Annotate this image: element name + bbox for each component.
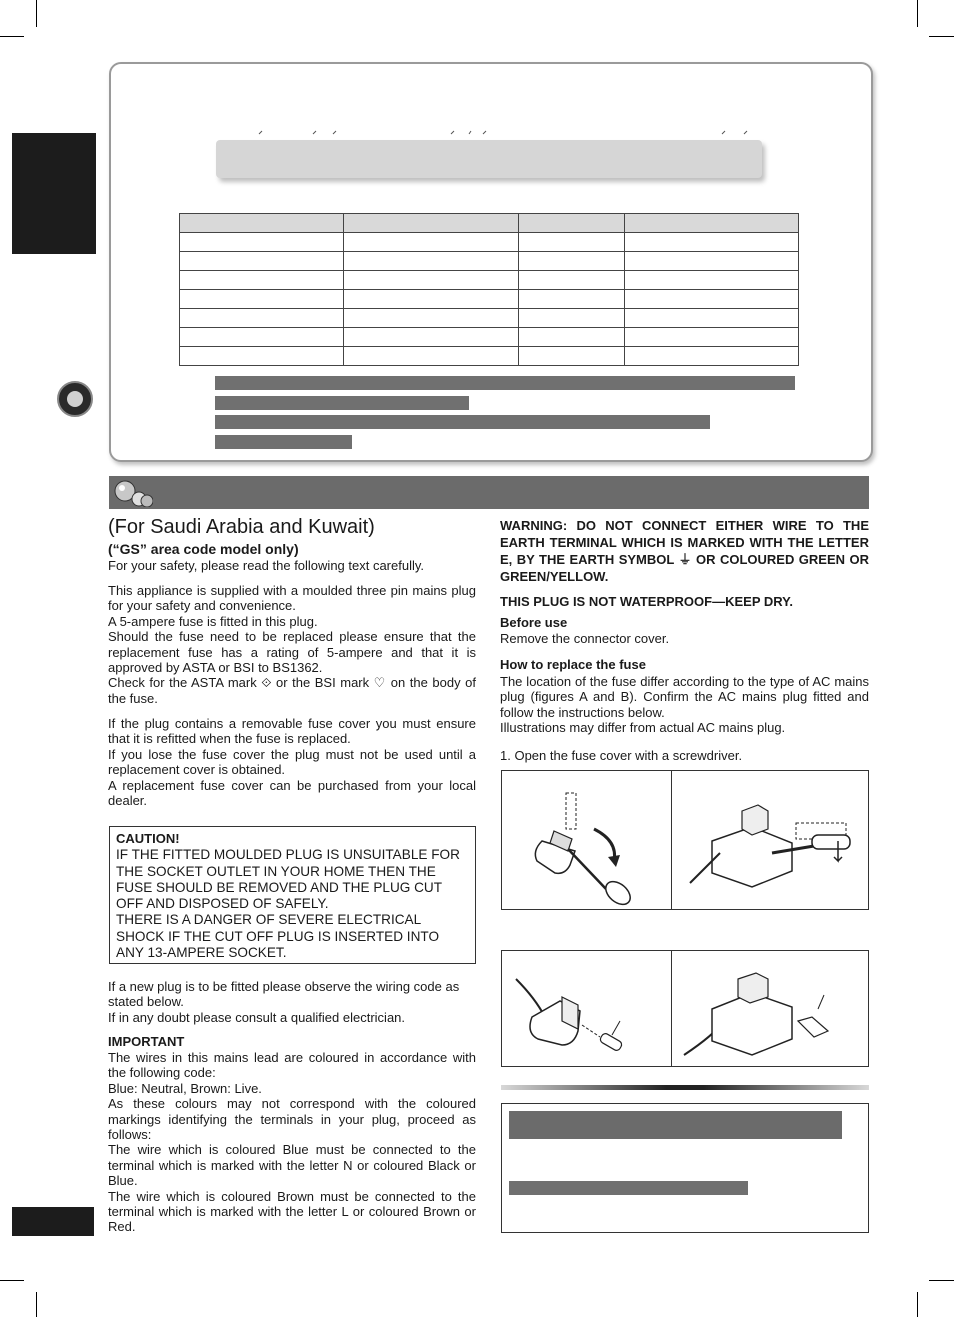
bottom-info-box (501, 1103, 869, 1233)
table-cell (625, 309, 799, 328)
table-cell (180, 271, 344, 290)
table-cell (344, 347, 519, 366)
table-row (180, 233, 799, 252)
caution-title: CAUTION! (116, 831, 180, 846)
plug-a-screwdriver-illustration (502, 771, 670, 909)
faint-text-trace (445, 130, 505, 136)
page-number-box (12, 1207, 94, 1236)
spec-table (179, 213, 799, 366)
table-cell (344, 252, 519, 271)
faint-text-trace (255, 130, 345, 136)
table-cell (625, 328, 799, 347)
text-line: Illustrations may differ from actual AC mains plug. (500, 720, 786, 736)
table-cell (519, 309, 625, 328)
table-cell (625, 252, 799, 271)
table-cell (180, 252, 344, 271)
section-heading: (For Saudi Arabia and Kuwait) (108, 516, 375, 538)
not-waterproof-notice: THIS PLUG IS NOT WATERPROOF—KEEP DRY. (500, 594, 794, 609)
table-cell (180, 290, 344, 309)
table-cell (519, 347, 625, 366)
table-cell (625, 214, 799, 233)
text-line: As these colours may not correspond with the coloured markings identifying the terminals in your plug, proceed as follows: (108, 1096, 476, 1143)
table-row (180, 252, 799, 271)
text-line: The wires in this mains lead are coloured in accordance with the following code: (108, 1050, 476, 1081)
table-cell (180, 233, 344, 252)
step-1-text: 1. Open the fuse cover with a screwdriver. (500, 748, 743, 763)
table-row (180, 271, 799, 290)
redacted-heading-bar (509, 1111, 842, 1139)
text-line: The location of the fuse differ according to the type of AC mains plug (figures A and B). Confirm the AC mains plug fitted and follow the instructions below. (500, 674, 869, 720)
redacted-text-bar (215, 435, 352, 449)
table-cell (180, 309, 344, 328)
crop-mark (929, 36, 954, 37)
replace-fuse-paragraph (500, 674, 869, 736)
text-line: This appliance is supplied with a moulded three pin mains plug for your safety and convenience. (108, 583, 476, 614)
before-use-title: Before use (500, 615, 568, 630)
section-header-bar (109, 476, 869, 509)
text-line: The wire which is coloured Blue must be connected to the terminal which is marked with the letter N or coloured Black or Blue. (108, 1142, 476, 1189)
table-cell (625, 347, 799, 366)
fuse-cover-paragraph (108, 716, 476, 808)
text-line: A replacement fuse cover can be purchased from your local dealer. (108, 777, 476, 809)
caution-line: SHOCK IF THE CUT OFF PLUG IS INSERTED INTO (116, 928, 440, 944)
important-paragraph (108, 1050, 476, 1235)
table-cell (180, 347, 344, 366)
redacted-text-bar (509, 1181, 748, 1195)
caution-line: THERE IS A DANGER OF SEVERE ELECTRICAL (116, 912, 422, 928)
table-cell (519, 233, 625, 252)
crop-mark (917, 0, 918, 27)
text-line: If a new plug is to be fitted please observe the wiring code as stated below. (108, 979, 460, 1010)
plug-a-fuse-illustration (502, 951, 670, 1066)
table-cell (625, 290, 799, 309)
text-line: Should the fuse need to be replaced please ensure that the replacement fuse has a rating of 5-ampere and that it is approved by ASTA or BSI to BS1362. (108, 629, 476, 676)
text-line: If the plug contains a removable fuse cover you must ensure that it is refitted when the fuse is replaced. (108, 716, 476, 747)
table-row (180, 309, 799, 328)
table-cell (519, 290, 625, 309)
caution-line: OFF AND DISPOSED OF SAFELY. (116, 896, 329, 912)
intro-text: For your safety, please read the following text carefully. (108, 558, 425, 573)
caution-line: IF THE FITTED MOULDED PLUG IS UNSUITABLE FOR (116, 847, 460, 863)
table-cell (625, 233, 799, 252)
redacted-text-bar (215, 376, 795, 390)
table-cell (180, 328, 344, 347)
text-line: If in any doubt please consult a qualified electrician. (108, 1009, 406, 1025)
table-cell (519, 271, 625, 290)
crop-mark (36, 0, 37, 27)
table-row (180, 328, 799, 347)
language-side-tab (12, 133, 96, 254)
replace-fuse-title: How to replace the fuse (500, 657, 646, 672)
redacted-text-bar (215, 396, 469, 410)
text-line: If you lose the fuse cover the plug must not be used until a replacement cover is obtained. (108, 746, 476, 778)
text-line: Blue: Neutral, Brown: Live. (108, 1080, 262, 1096)
section-subheading: (“GS” area code model only) (108, 541, 299, 557)
crop-mark (0, 36, 24, 37)
table-cell (519, 252, 625, 271)
earth-warning: WARNING: DO NOT CONNECT EITHER WIRE TO THE EARTH TERMINAL WHICH IS MARKED WITH THE LETTER E, BY THE EARTH SYMBOL ⏚ OR COLOURED GREEN OR GREEN/YELLOW. (500, 518, 869, 584)
energy-saving-icon (57, 381, 93, 417)
before-use-text: Remove the connector cover. (500, 631, 670, 646)
table-cell (344, 328, 519, 347)
table-row (180, 290, 799, 309)
text-line: The wire which is coloured Brown must be connected to the terminal which is marked with the letter L or coloured Brown or Red. (108, 1188, 476, 1235)
table-cell (625, 271, 799, 290)
fuse-info-paragraph (108, 583, 476, 706)
caution-line: FUSE SHOULD BE REMOVED AND THE PLUG CUT (116, 879, 443, 895)
figure-open-fuse-cover (501, 770, 869, 910)
caution-box (109, 826, 476, 964)
caution-line: ANY 13-AMPERE SOCKET. (116, 945, 287, 961)
plug-b-fuse-illustration (672, 951, 868, 1066)
table-cell (344, 271, 519, 290)
crop-mark (917, 1292, 918, 1317)
table-cell (344, 214, 519, 233)
table-cell (180, 214, 344, 233)
text-line: A 5-ampere fuse is fitted in this plug. (108, 613, 318, 629)
table-cell (519, 328, 625, 347)
bubbles-icon (113, 479, 153, 507)
table-header-row (180, 214, 799, 233)
crop-mark (36, 1292, 37, 1317)
figure-fuse-location (501, 950, 869, 1067)
caution-line: THE SOCKET OUTLET IN YOUR HOME THEN THE (116, 863, 436, 879)
divider-rule (501, 1085, 869, 1090)
plug-b-screwdriver-illustration (672, 771, 868, 909)
text-line: Check for the ASTA mark ⟐ or the BSI mark ♡ on the body of the fuse. (108, 675, 476, 706)
redacted-text-bar (215, 415, 710, 429)
table-cell (519, 214, 625, 233)
panel-heading-banner (216, 140, 762, 178)
new-plug-paragraph (108, 979, 476, 1025)
table-cell (344, 290, 519, 309)
crop-mark (929, 1280, 954, 1281)
table-row (180, 347, 799, 366)
table-cell (344, 233, 519, 252)
crop-mark (0, 1280, 24, 1281)
faint-text-trace (718, 130, 758, 136)
table-cell (344, 309, 519, 328)
important-title: IMPORTANT (108, 1034, 185, 1049)
